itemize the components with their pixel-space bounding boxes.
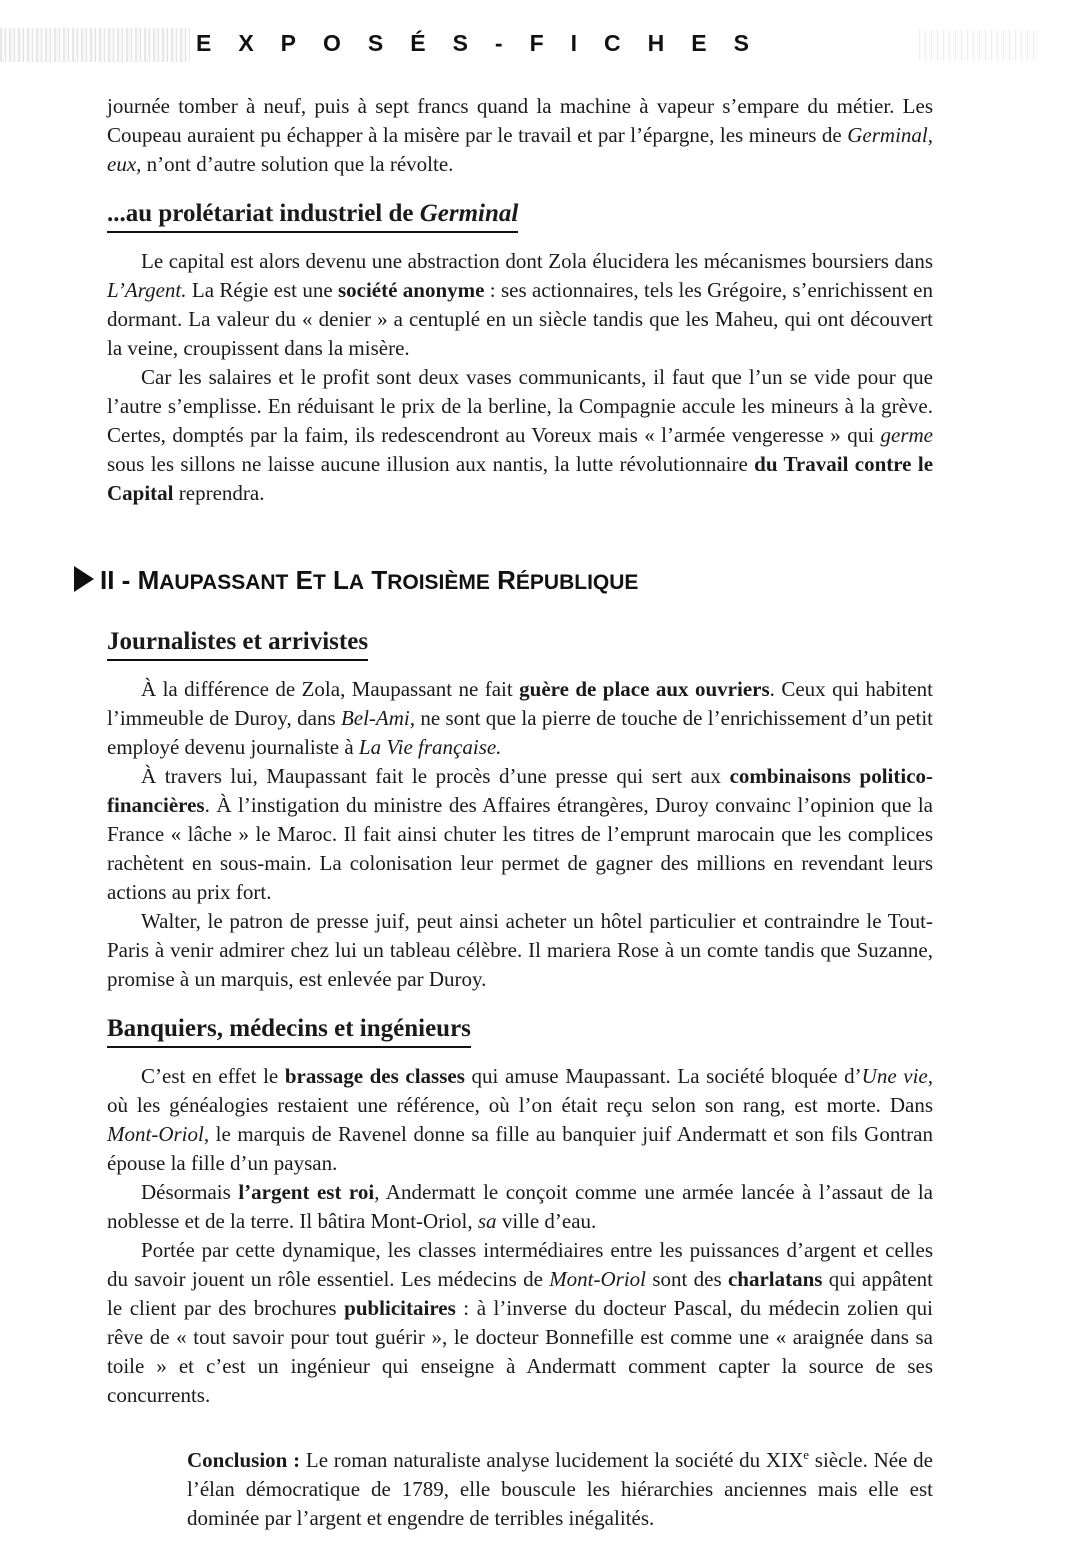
paragraph-medecins: Portée par cette dynamique, les classes intermédiaires entre les puissances d’argent et celles du savoir jouent un rôle essentiel. Les médecins de Mont-Oriol sont des charlatans qui appâtent le client par des brochures publicitaires : à l’inverse du docteur Pascal, du médecin zolien qui rêve de « tout savoir pour tout guérir », le docteur Bonnefille est comme une « araignée dans sa toile » et c’est un ingénieur qui enseigne à Andermatt comment capter la source de ses concurrents. — [107, 1238, 934, 1407]
paragraph-difference: À la différence de Zola, Maupassant ne fait guère de place aux ouvriers. Ceux qui habitent l’immeuble de Duroy, dans Bel-Ami, ne sont que la pierre de touche de l’enrichissement d’un petit employé devenu journaliste à La Vie française. — [107, 677, 934, 759]
conclusion-paragraph: Conclusion : Le roman naturaliste analyse lucidement la société du XIXe siècle. Née de l’élan démocratique de 1789, elle bouscule les hiérarchies anciennes mais elle est dominée par l’argent et engendre de terribles inégalités. — [187, 1447, 934, 1530]
conclusion-label: Conclusion : — [187, 1448, 301, 1472]
paragraph-argent-roi: Désormais l’argent est roi, Andermatt le conçoit comme une armée lancée à l’assaut de la noblesse et de la terre. Il bâtira Mont-Oriol, sa ville d’eau. — [107, 1180, 933, 1233]
paragraph-brassage: C’est en effet le brassage des classes qui amuse Maupassant. La société bloquée d’Une vie, où les généalogies restaient une référence, où l’on était reçu selon son rang, est morte. Dans Mont-Oriol, le marquis de Ravenel donne sa fille au banquier juif Andermatt et son fils Gontran épouse la fille d’un paysan. — [107, 1064, 933, 1175]
subheading-banquiers-wrap — [107, 1014, 933, 1048]
scan-noise-right — [919, 30, 1039, 60]
paragraph-capital: Le capital est alors devenu une abstraction dont Zola élucidera les mécanismes boursiers dans L’Argent. La Régie est une société anonyme : ses actionnaires, tels les Grégoire, s’enrichissent en dormant. La valeur du « denier » a centuplé en un siècle tandis que les Maheu, qui ont découvert la veine, croupissent dans la misère. — [107, 249, 933, 360]
scan-noise-left — [0, 28, 190, 62]
subheading-journalistes: Journalistes et arrivistes — [107, 627, 368, 661]
conclusion-block — [187, 1440, 933, 1533]
subheading-proletariat-wrap — [107, 199, 933, 233]
paragraph-walter: Walter, le patron de presse juif, peut ainsi acheter un hôtel particulier et contraindre le Tout-Paris à venir admirer chez lui un tableau célèbre. Il mariera Rose à un comte tandis que Suzanne, promise à un marquis, est enlevée par Duroy. — [107, 909, 933, 991]
main-content — [100, 92, 934, 1533]
subheading-proletariat: ...au prolétariat industriel de Germinal — [107, 199, 518, 233]
section-title-maupassant: II - MAUPASSANT ET LA TROISIÈME RÉPUBLIQUE — [74, 564, 933, 599]
subheading-journalistes-wrap — [107, 627, 933, 661]
subheading-banquiers: Banquiers, médecins et ingénieurs — [107, 1014, 471, 1048]
running-title: EXPOSÉS-FICHES — [196, 30, 776, 56]
paragraph-salaires: Car les salaires et le profit sont deux vases communicants, il faut que l’un se vide pour que l’autre s’emplisse. En réduisant le prix de la berline, la Compagnie accule les mineurs à la grève. Certes, domptés par la faim, ils redescendront au Voreux mais « l’armée vengeresse » qui germe sous les sillons ne laisse aucune illusion aux nantis, la lutte révolutionnaire du Travail contre le Capital reprendra. — [107, 365, 934, 505]
intro-paragraph: journée tomber à neuf, puis à sept francs quand la machine à vapeur s’empare du métier. Les Coupeau auraient pu échapper à la misère par le travail et par l’épargne, les mineurs de Germinal, eux, n’ont d’autre solution que la révolte. — [107, 94, 933, 176]
arrow-right-icon — [74, 566, 94, 592]
running-header — [0, 22, 1069, 68]
paragraph-presse: À travers lui, Maupassant fait le procès d’une presse qui sert aux combinaisons politico-financières. À l’instigation du ministre des Affaires étrangères, Duroy convainc l’opinion que la France « lâche » le Maroc. Il fait ainsi chuter les titres de l’emprunt marocain que les complices rachètent en sous-main. La colonisation leur permet de gagner des millions en revendant leurs actions au prix fort. — [107, 764, 934, 904]
